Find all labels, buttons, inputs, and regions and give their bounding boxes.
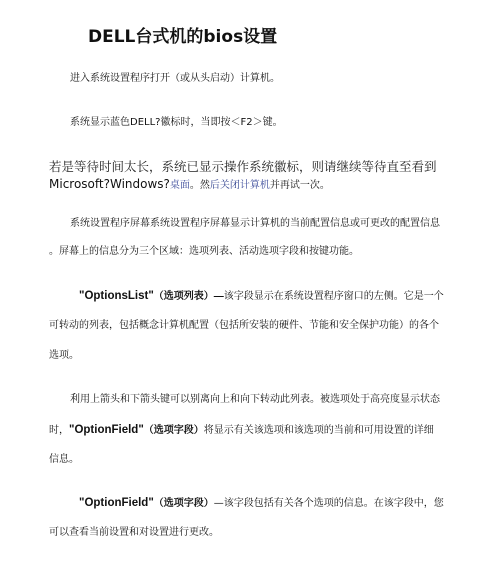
optionslist-term: "OptionsList" [79, 290, 154, 302]
arrows-desc: 将显示有关该选项和该选项的当前和可用设置的详细 [203, 425, 434, 436]
page-title: DELL台式机的bios设置 [88, 27, 278, 47]
paragraph-wait-line1: 若是等待时间太长，系统已显示操作系统徽标，则请继续等待直至看到 [49, 159, 437, 174]
windows-text: Microsoft?Windows? [49, 177, 170, 191]
optionfield-term-cn-inline: （选项字段） [143, 425, 204, 436]
paragraph-wait-line2 [49, 177, 330, 193]
then-text: 。然 [189, 180, 210, 191]
paragraph-optionslist-line1 [79, 289, 444, 304]
optionfield-term: "OptionField" [79, 497, 154, 509]
paragraph-optionfield-line1 [79, 496, 444, 511]
optionslist-desc: 该字段显示在系统设置程序窗口的左侧。它是一个 [223, 291, 444, 302]
close-text: 后关闭 [209, 180, 240, 191]
optionslist-term-cn: （选项列表）— [153, 291, 224, 302]
computer-text: 计算机 [239, 180, 270, 191]
optionfield-term-inline: "OptionField" [69, 424, 144, 436]
paragraph-screen-line2: 。屏幕上的信息分为三个区域：选项列表、活动选项字段和按键功能。 [49, 246, 359, 257]
paragraph-enter-setup: 进入系统设置程序打开（或从头启动）计算机。 [70, 73, 280, 84]
paragraph-arrows-line3: 信息。 [49, 454, 79, 465]
desktop-text: 桌面 [169, 180, 190, 191]
paragraph-screen-line1: 系统设置程序屏幕系统设置程序屏幕显示计算机的当前配置信息或可更改的配置信息 [70, 218, 440, 229]
paragraph-optionfield-line2: 可以查看当前设置和对设置进行更改。 [49, 527, 219, 538]
paragraph-press-f2: 系统显示蓝色DELL?徽标时，当即按＜F2＞键。 [70, 117, 283, 128]
paragraph-arrows-line1: 利用上箭头和下箭头键可以别离向上和向下转动此列表。被选项处于高亮度显示状态 [70, 394, 440, 405]
paragraph-optionslist-line2: 可转动的列表，包括概念计算机配置（包括所安装的硬件、节能和安全保护功能）的各个 [49, 320, 439, 331]
paragraph-arrows-line2 [49, 423, 434, 438]
optionfield-desc: —该字段包括有关各个选项的信息。在该字段中，您 [213, 498, 444, 509]
when-text: 时， [49, 425, 69, 436]
retry-text: 并再试一次。 [269, 180, 330, 191]
paragraph-optionslist-line3: 选项。 [49, 350, 79, 361]
optionfield-term-cn: （选项字段） [153, 498, 214, 509]
